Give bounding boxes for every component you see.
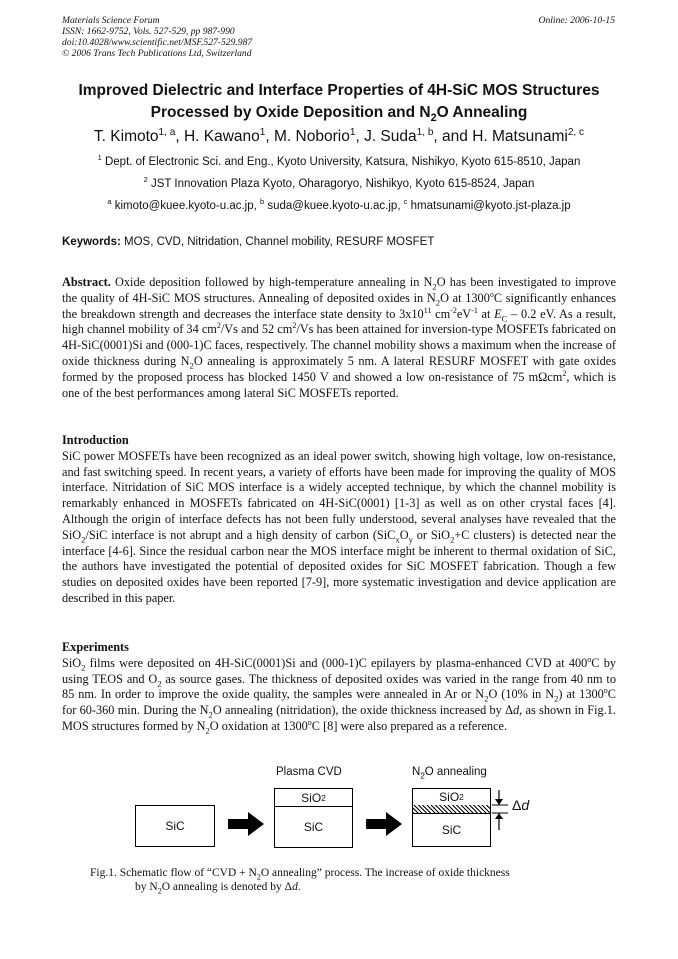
delta-d-arrows-icon [490,790,510,832]
experiments-section [62,640,616,735]
issn-line: ISSN: 1662-9752, Vols. 527-529, pp 987-990 [62,26,235,37]
title-line-1: Improved Dielectric and Interface Properties of 4H-SiC MOS Structures [78,82,600,99]
email-suda[interactable]: suda@kuee.kyoto-u.ac.jp, [267,200,404,212]
experiments-body: SiO$_2$ films were deposited on 4H-SiC(0001)Si and (000-1)C epilayers by plasma-enhanced CVD at 400$^o$C by using TEOS and $O_2$ as source gases. The thickness of deposited oxides was varied in the range from 40 nm to 85 nm. In order to improve the oxide quality, the samples were annealed in Ar or $N_2O$ (10% in $N_2$) at 1300$^o$C for 60-360 min. During the $N_2O$ annealing (nitridation), the oxide thickness increased by Δd, as shown in Fig.1. MOS structures formed by $N_2O$ oxidation at 1300$^o$C [8] were also prepared as a reference. [62,654,616,736]
keywords [62,236,434,248]
sio2-layer-step2: SiO 2 [274,788,353,807]
abstract: Abstract. Oxide deposition followed by high-temperature annealing in $N_2O$ has been investigated to improve the quality of 4H-SiC MOS structures. Annealing of deposited oxides in $N_2O$ at 1300$^o$C significantly enhances the breakdown strength and decreases the interface state density to $3x10^{11}$ $cm^{-2}eV^{-1}$ at $E_C - 0.2$ eV. As a result, high channel mobility of 34 $cm^2/Vs$ and 52 $cm^2/Vs$ has been attained for inversion-type MOSFETs fabricated on 4H-SiC(0001)Si and (000-1)C faces, respectively. The channel mobility shows a maximum when the increase of oxide thickness during $N_2O$ annealing is approximately 5 nm. A lateral RESURF MOSFET with gate oxides formed by the proposed process has blocked 1450 V and showed a low on-resistance of 75 mΩcm$^2$, which is one of the best performances among lateral SiC MOSFETs reported. [62,275,617,400]
email-matsunami[interactable]: hmatsunami@kyoto.jst-plaza.jp [410,200,571,212]
experiments-heading: Experiments [62,640,129,654]
abstract-label: Abstract. [62,275,111,289]
introduction-section [62,433,616,607]
caption-line-2: by $N_2O$ annealing is denoted by Δd. [135,881,301,896]
author: M. Noborio$^1$, [274,126,365,145]
label-n2o-annealing: $N_2O$ annealing [412,766,487,781]
copyright-line: © 2006 Trans Tech Publications Ltd, Switzerland [62,48,252,59]
author: H. Matsunami$^{2, c}$ [472,126,585,145]
caption-line-1: Fig.1. Schematic flow of “CVD + $N_2O$ annealing” process. The increase of oxide thickness [90,867,510,882]
paper-title [0,80,678,124]
title-line-2: Processed by Oxide Deposition and $N_2O$ Annealing [150,104,528,125]
introduction-heading: Introduction [62,433,129,447]
label-plasma-cvd: Plasma CVD [276,766,342,778]
delta-d-label: Δd [512,797,530,813]
author: J. Suda$^{1, b}$, and [364,126,473,145]
journal-name: Materials Science Forum [62,15,160,26]
introduction-body: SiC power MOSFETs have been recognized as an ideal power switch, showing high voltage, low on-resistance, and fast switching speed. In recent years, a variety of efforts have been made for improving the quality of MOS interface. Nitridation of SiC MOS interface is a widely accepted technique, by which the channel mobility is remarkably enhanced in MOSFETs fabricated on 4H-SiC(0001) [1-3] as well as on other crystal faces [4]. Although the origin of interface defects has not been fully understood, several analyses have revealed that the SiO$_2$/SiC interface is not abrupt and a high density of carbon ($SiC_xO_y$ or SiO$_2$+C clusters) is detected near the interface [4-6]. Since the residual carbon near the MOS interface might be inherent to thermal oxidation of SiC, the authors have investigated the potential of deposited oxides for SiC MOSFET fabrication. Though a few studies on deposited oxides have been reported [7-9], more systematic investigation and device application are described in this paper. [62,448,616,605]
keywords-text: MOS, CVD, Nitridation, Channel mobility, RESURF MOSFET [124,236,435,248]
author: H. Kawano$^1$, [183,126,275,145]
keywords-label: Keywords: [62,236,121,248]
sic-substrate-step1: SiC [135,805,215,847]
sic-substrate-step3: SiC [412,813,491,847]
affiliation-1: $^1$ Dept. of Electronic Sci. and Eng., Kyoto University, Katsura, Nishikyo, Kyoto 615-8510, Japan [97,153,581,168]
arrow-right-icon [366,812,404,836]
arrow-right-icon [228,812,266,836]
figure-caption [90,866,570,894]
email-kimoto[interactable]: kimoto@kuee.kyoto-u.ac.jp, [114,200,261,212]
online-date: Online: 2006-10-15 [538,15,615,26]
affiliation-2: $^2$ JST Innovation Plaza Kyoto, Oharagoryo, Nishikyo, Kyoto 615-8524, Japan [143,175,535,190]
sic-substrate-step2: SiC [274,806,353,848]
figure-1 [0,762,678,872]
nitrided-oxide-layer [412,805,491,813]
author-list [0,128,678,146]
author: T. Kimoto$^{1, a}$, [93,126,184,145]
email-line: $^a$ kimoto@kuee.kyoto-u.ac.jp, $^b$ suda@kuee.kyoto-u.ac.jp, $^c$ hmatsunami@kyoto.jst-plaza.jp [107,197,571,212]
sio2-layer-step3: SiO 2 [412,788,491,806]
journal-header [62,15,252,59]
doi-line[interactable]: doi:10.4028/www.scientific.net/MSF.527-529.987 [62,37,253,48]
